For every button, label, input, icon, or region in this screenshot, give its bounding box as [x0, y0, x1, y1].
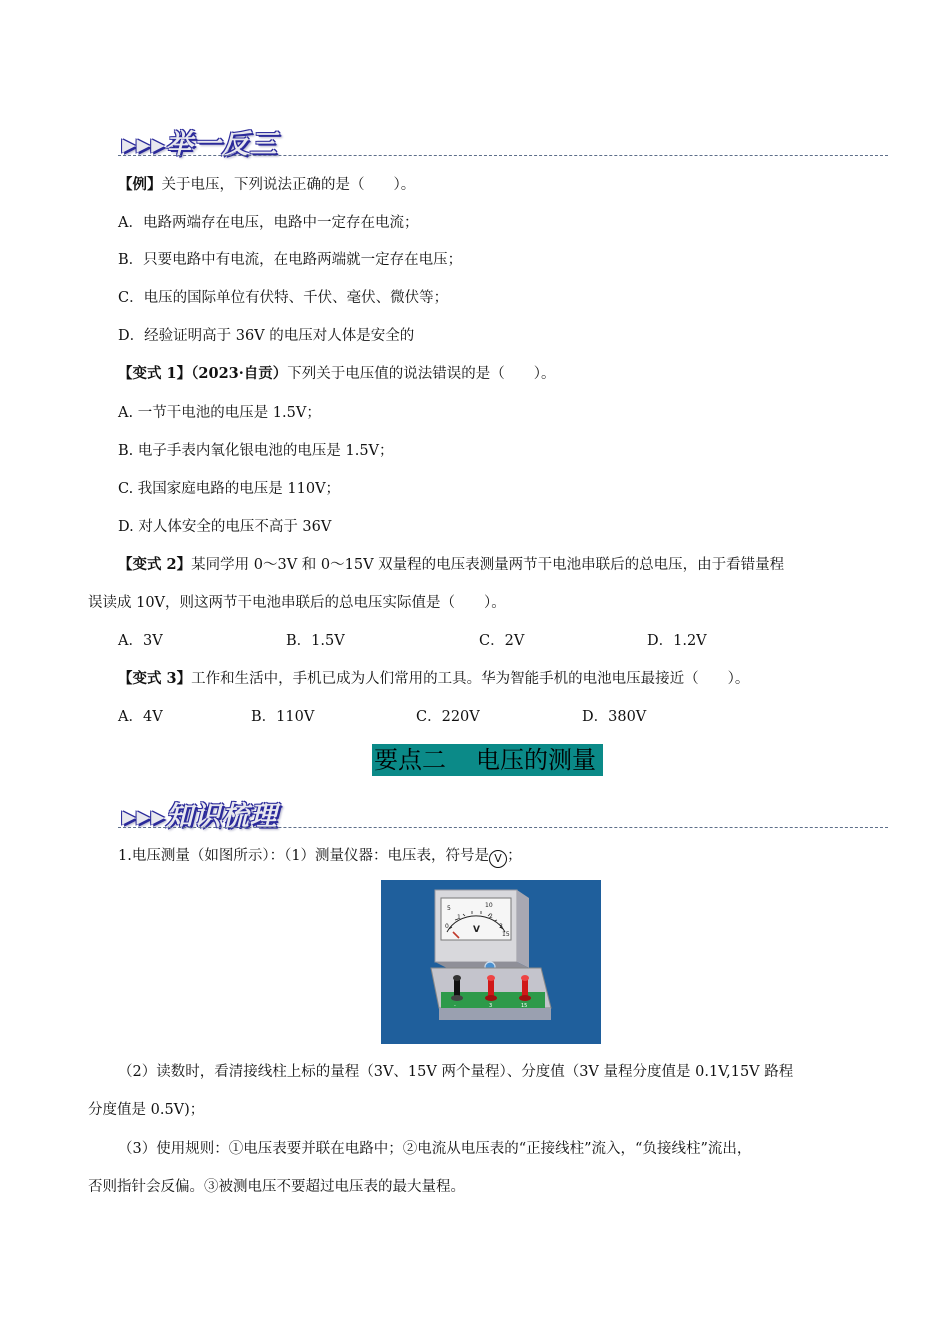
- reading-rule-line2: 分度值是 0.5V)；: [88, 1102, 205, 1118]
- triple-arrow-icon: ▸▸▸: [122, 801, 166, 832]
- measurement-intro: [118, 846, 522, 868]
- banner-knowledge: [118, 792, 888, 832]
- section-title: 电压的测量: [476, 746, 596, 774]
- scale-label-top: 10: [485, 902, 493, 909]
- example-option-d: D．经验证明高于 36V 的电压对人体是安全的: [118, 328, 415, 344]
- scale-label-bottom: 1: [457, 914, 461, 921]
- variant1-option-b: B. 电子手表内氧化银电池的电压是 1.5V；: [118, 443, 394, 459]
- variant3-option-b: B．110V: [251, 709, 315, 725]
- variant2-option-c: C．2V: [479, 633, 525, 649]
- usage-rule-line2: 否则指针会反偏。③被测电压不要超过电压表的最大量程。: [88, 1179, 465, 1195]
- example-question: [118, 175, 415, 195]
- variant3-option-a: A．4V: [118, 709, 163, 725]
- example-option-c: C．电压的国际单位有伏特、千伏、毫伏、微伏等；: [118, 290, 449, 306]
- variant3-question-text: 工作和生活中，手机已成为人们常用的工具。华为智能手机的电池电压最接近（ ）。: [191, 671, 750, 687]
- example-tag: 【例】: [118, 176, 162, 193]
- terminal-label: 15: [521, 1003, 528, 1009]
- variant2-text-line1: 某同学用 0～3V 和 0～15V 双量程的电压表测量两节干电池串联后的总电压，由于看错量程: [191, 557, 785, 573]
- variant2-option-b: B．1.5V: [286, 633, 345, 649]
- triple-arrow-icon: ▸▸▸: [122, 129, 166, 160]
- voltmeter-symbol-icon: V: [489, 850, 507, 868]
- scale-label-end: 15: [502, 931, 510, 938]
- voltmeter-figure: [381, 880, 601, 1044]
- variant2-question-line2: 误读成 10V，则这两节干电池串联后的总电压实际值是（ ）。: [88, 595, 506, 611]
- variant3-option-c: C．220V: [416, 709, 480, 725]
- terminal-label: 3: [489, 1003, 493, 1009]
- variant3-option-d: D．380V: [582, 709, 647, 725]
- variant1-tag: 【变式 1】（2023·自贡）: [118, 365, 288, 382]
- example-question-text: 关于电压，下列说法正确的是（ ）。: [161, 177, 416, 193]
- voltmeter-icon: [381, 880, 601, 1044]
- reading-rule-line1: （2）读数时，看清接线柱上标的量程（3V、15V 两个量程）、分度值（3V 量程分度值是 0.1V,15V 路程: [118, 1064, 794, 1080]
- section-number: 要点二: [374, 746, 446, 774]
- variant1-option-a: A. 一节干电池的电压是 1.5V；: [118, 405, 321, 421]
- banner-practice: [118, 120, 888, 160]
- variant1-question-text: 下列关于电压值的说法错误的是（ ）。: [287, 366, 556, 382]
- measurement-intro-text: 1.电压测量（如图所示）：（1）测量仪器：电压表，符号是: [118, 848, 490, 864]
- section-heading: [372, 744, 603, 776]
- banner-title: ▸▸▸举一反三: [122, 129, 278, 160]
- unit-label: V: [473, 925, 480, 935]
- variant2-option-a: A．3V: [118, 633, 163, 649]
- banner-title: ▸▸▸知识梳理: [122, 801, 278, 832]
- variant3-question: [118, 669, 749, 689]
- example-option-b: B．只要电路中有电流，在电路两端就一定存在电压；: [118, 252, 463, 268]
- variant1-question: [118, 364, 556, 384]
- dashed-divider: [118, 155, 888, 156]
- usage-rule-line1: （3）使用规则：①电压表要并联在电路中；②电流从电压表的“正接线柱”流入，“负接线柱”流出，: [118, 1141, 752, 1157]
- variant2-option-d: D．1.2V: [647, 633, 707, 649]
- scale-label-top: 5: [447, 905, 451, 912]
- punctuation: ；: [507, 848, 522, 864]
- variant2-question-line1: [118, 555, 784, 575]
- variant3-tag: 【变式 3】: [118, 670, 192, 687]
- terminal-label: -: [454, 1003, 456, 1009]
- dashed-divider: [118, 827, 888, 828]
- variant1-option-c: C. 我国家庭电路的电压是 110V；: [118, 481, 341, 497]
- scale-label-bottom: 0: [445, 923, 449, 930]
- variant1-option-d: D. 对人体安全的电压不高于 36V: [118, 519, 332, 535]
- example-option-a: A．电路两端存在电压，电路中一定存在电流；: [118, 215, 419, 231]
- scale-label-bottom: 2: [489, 913, 493, 920]
- scale-label-bottom: 3: [499, 923, 503, 930]
- variant2-tag: 【变式 2】: [118, 556, 192, 573]
